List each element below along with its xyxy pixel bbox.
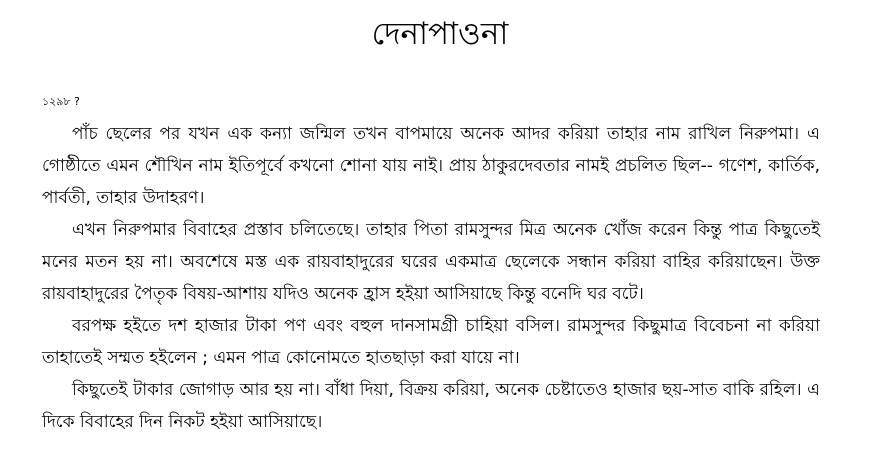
document-body <box>42 118 820 438</box>
paragraph-2: এখন নিরুপমার বিবাহের প্রস্তাব চলিতেছে। তাহার পিতা রামসুন্দর মিত্র অনেক খোঁজ করেন কিন্তু পাত্র কিছুতেই মনের মতন হয় না। অবশেষে মস্ত এক রায়বাহাদুরের ঘরের একমাত্র ছেলেকে সন্ধান করিয়া বাহির করিয়াছেন। উক্ত রায়বাহাদুরের পৈতৃক বিষয়-আশায় যদিও অনেক হ্রাস হইয়া আসিয়াছে কিন্তু বনেদি ঘর বটে। <box>42 220 820 304</box>
paragraph-4: কিছুতেই টাকার জোগাড় আর হয় না। বাঁধা দিয়া, বিক্রয় করিয়া, অনেক চেষ্টাতেও হাজার ছয়-সাত বাকি রহিল। এ দিকে বিবাহের দিন নিকট হইয়া আসিয়াছে। <box>42 380 820 432</box>
document-date: ১২৯৮ ? <box>42 95 80 108</box>
document-title: দেনাপাওনা <box>371 16 509 52</box>
paragraph-1: পাঁচ ছেলের পর যখন এক কন্যা জন্মিল তখন বাপমায়ে অনেক আদর করিয়া তাহার নাম রাখিল নিরুপমা। এ গোষ্ঠীতে এমন শৌখিন নাম ইতিপূর্বে কখনো শোনা যায় নাই। প্রায় ঠাকুরদেবতার নামই প্রচলিত ছিল-- গণেশ, কার্তিক, পার্বতী, তাহার উদাহরণ। <box>42 124 820 208</box>
paragraph-3: বরপক্ষ হইতে দশ হাজার টাকা পণ এবং বহুল দানসামগ্রী চাহিয়া বসিল। রামসুন্দর কিছুমাত্র বিবেচনা না করিয়া তাহাতেই সম্মত হইলেন ; এমন পাত্র কোনোমতে হাতছাড়া করা যায়ে না। <box>42 316 820 368</box>
